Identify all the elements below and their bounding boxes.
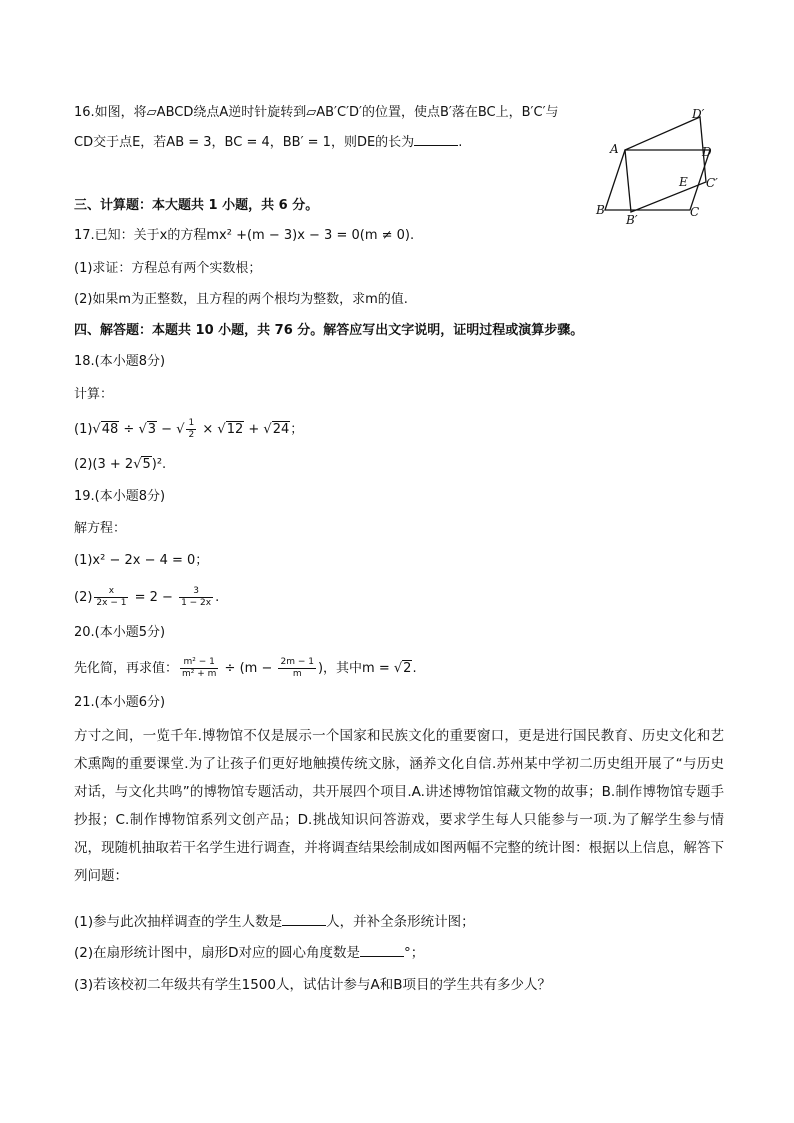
q21-part1 (74, 912, 475, 932)
label-c: C (690, 205, 700, 219)
sqrt-sign: √ (176, 422, 185, 437)
q21-p1-text-end: 人，并补全条形统计图； (326, 914, 475, 930)
q19-part2 (74, 586, 219, 609)
sqrt-sign: √ (133, 457, 142, 472)
fraction-denominator: 2 (188, 430, 195, 440)
label-b-prime: B′ (626, 213, 638, 227)
q20-radicand: 2 (403, 661, 412, 676)
q18-p1-radicand-48: 48 (101, 422, 119, 437)
answer-blank (282, 913, 326, 926)
q17-part2: (2)如果m为正整数，且方程的两个根均为整数，求m的值. (74, 292, 408, 307)
label-d-prime: D′ (692, 107, 705, 121)
q16-line2 (74, 133, 462, 153)
q19-p2-end: . (215, 590, 220, 605)
q20-tail: )，其中m = (317, 661, 394, 676)
q18-p1-radicand-3: 3 (147, 422, 157, 437)
q20-fraction-2 (278, 657, 315, 680)
q18-p1-op: × (198, 422, 218, 437)
label-e: E (679, 175, 688, 189)
answer-blank (360, 944, 404, 957)
q18-p1-op: − (157, 422, 177, 437)
q18-p1-op: + (244, 422, 264, 437)
q20-mid: ÷ (m − (220, 661, 277, 676)
label-a: A (610, 142, 619, 156)
q16-line1: 16.如图，将▱ABCD绕点A逆时针旋转到▱AB′C′D′的位置，使点B′落在BC上，B′C′与 (74, 105, 559, 120)
q21-title: 21.(本小题6分) (74, 695, 166, 710)
fraction-denominator: 2x − 1 (96, 598, 127, 608)
fraction-numerator: 3 (179, 586, 213, 598)
q18-p1-end: ； (290, 422, 304, 437)
q19-p2-mid: = 2 − (130, 590, 178, 605)
fraction-numerator: 1 (188, 418, 195, 428)
q21-p1-text: (1)参与此次抽样调查的学生人数是 (74, 914, 283, 930)
sqrt-sign: √ (138, 422, 147, 437)
fraction-numerator: x (94, 586, 128, 598)
q18-part1 (74, 418, 303, 441)
q19-intro: 解方程： (74, 521, 127, 536)
q19-title: 19.(本小题8分) (74, 489, 166, 504)
q18-p2-end: )². (151, 457, 167, 472)
q21-part3: (3)若该校初二年级共有学生1500人，试估计参与A和B项目的学生共有多少人？ (74, 977, 551, 993)
sqrt-sign: √ (92, 422, 101, 437)
q21-p2-text: (2)在扇形统计图中，扇形D对应的圆心角度数是 (74, 945, 361, 961)
fraction-denominator: 1 − 2x (181, 598, 212, 608)
q18-p1-op: ÷ (119, 422, 139, 437)
q21-part2 (74, 943, 424, 963)
section-3-heading: 三、计算题：本大题共 1 小题，共 6 分。 (74, 198, 319, 213)
q19-fraction-2 (179, 586, 213, 609)
q21-p2-text-end: °； (404, 945, 425, 961)
fraction-denominator: m² + m (182, 669, 217, 679)
q18-p1-prefix: (1) (74, 422, 93, 437)
label-c-prime: C′ (706, 176, 718, 190)
q18-p2-radicand: 5 (142, 457, 151, 472)
fraction-denominator: m (292, 669, 302, 679)
q21-paragraph: 方寸之间，一览千年.博物馆不仅是展示一个国家和民族文化的重要窗口，更是进行国民教育、历史文化和艺术熏陶的重要课堂.为了让孩子们更好地触摸传统文脉，涵养文化自信.苏州某中学初二历史组开展了“与历史对话，与文化共鸣”的博物馆专题活动，共开展四个项目.A.讲述博物馆馆藏文物的故事；B.制作博物馆专题手抄报；C.制作博物馆系列文创产品；D.挑战知识问答游戏，要求学生每人只能参与一项.为了解学生参与情况，现随机抽取若干名学生进行调查，并将调查结果绘制成如图两幅不完整的统计图：根据以上信息，解答下列问题： (74, 728, 724, 884)
q18-p2-prefix: (2)(3 + 2 (74, 457, 134, 472)
fraction-numerator: 2m − 1 (280, 657, 314, 667)
fraction-numerator: m² − 1 (180, 657, 218, 669)
q20-prefix: 先化简，再求值： (74, 661, 179, 676)
q16-line2-end: . (458, 135, 463, 150)
q20-body (74, 657, 417, 680)
q20-title: 20.(本小题5分) (74, 625, 166, 640)
q18-p1-fraction (186, 418, 196, 441)
parallelogram-figure (590, 100, 760, 230)
q19-fraction-1 (94, 586, 128, 609)
q16-line2-text: CD交于点E，若AB = 3，BC = 4，BB′ = 1，则DE的长为 (74, 135, 415, 150)
q18-intro: 计算： (74, 387, 114, 402)
label-b: B (596, 203, 605, 217)
sqrt-sign: √ (217, 422, 226, 437)
q20-fraction-1 (180, 657, 218, 680)
q18-part2 (74, 455, 166, 475)
q17-part1: (1)求证：方程总有两个实数根； (74, 261, 262, 276)
q17-stem: 17.已知：关于x的方程mx² +(m − 3)x − 3 = 0(m ≠ 0). (74, 228, 415, 243)
section-4-heading: 四、解答题：本题共 10 小题，共 76 分。解答应写出文字说明，证明过程或演算步骤。 (74, 323, 584, 338)
sqrt-sign: √ (263, 422, 272, 437)
answer-blank (414, 133, 458, 146)
label-d: D (702, 145, 712, 159)
q18-title: 18.(本小题8分) (74, 354, 166, 369)
q19-p2-prefix: (2) (74, 590, 93, 605)
q18-p1-radicand-24: 24 (272, 422, 290, 437)
q19-part1: (1)x² − 2x − 4 = 0； (74, 553, 209, 568)
sqrt-sign: √ (393, 661, 403, 676)
q20-end: . (412, 661, 417, 676)
q18-p1-radicand-12: 12 (226, 422, 244, 437)
